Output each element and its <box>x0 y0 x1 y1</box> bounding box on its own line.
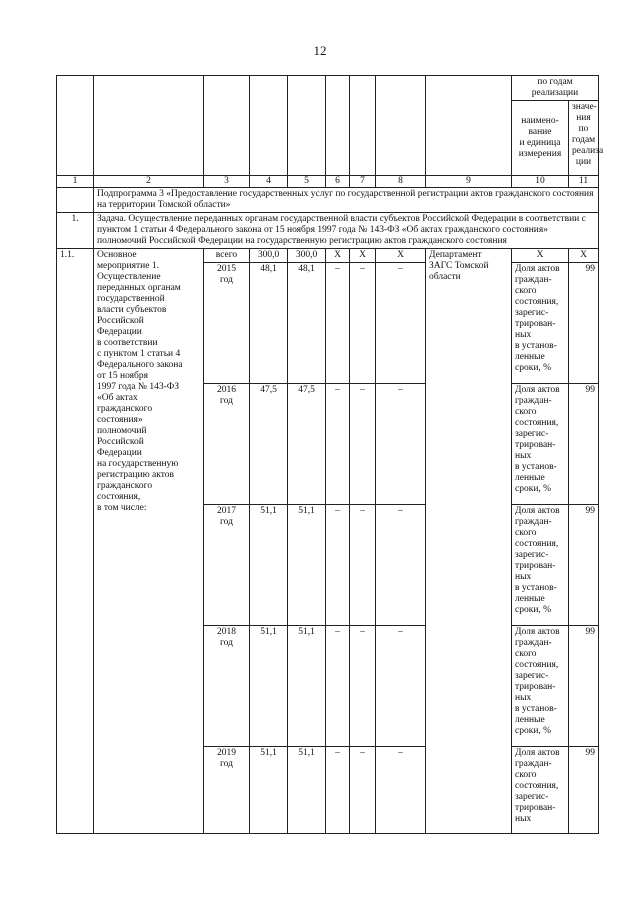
year-value: 99 <box>569 626 599 747</box>
column-number: 8 <box>376 176 426 188</box>
column-numbers-row <box>57 176 599 188</box>
year-col6: – <box>326 505 350 626</box>
executor: Департамент ЗАГС Томской области <box>426 249 512 834</box>
header-by-years: по годам реализации <box>512 76 599 101</box>
total-col11: Х <box>569 249 599 263</box>
year-col5: 51,1 <box>288 626 326 747</box>
year-col8: – <box>376 505 426 626</box>
year-col7: – <box>350 505 376 626</box>
total-col8: Х <box>376 249 426 263</box>
year-col6: – <box>326 384 350 505</box>
column-number: 5 <box>288 176 326 188</box>
year-label: 2018 год <box>204 626 250 747</box>
year-indicator: Доля актов граждан- ского состояния, зарегис- трирован- ных в установ- ленные сроки, % <box>512 384 569 505</box>
task-number: 1. <box>57 213 94 249</box>
year-label: 2019 год <box>204 747 250 834</box>
year-value: 99 <box>569 505 599 626</box>
program-table <box>56 75 604 834</box>
year-value: 99 <box>569 263 599 384</box>
year-col5: 47,5 <box>288 384 326 505</box>
activity-number: 1.1. <box>57 249 94 834</box>
total-col6: Х <box>326 249 350 263</box>
column-number: 10 <box>512 176 569 188</box>
year-col8: – <box>376 384 426 505</box>
year-col5: 51,1 <box>288 747 326 834</box>
year-col7: – <box>350 263 376 384</box>
year-col8: – <box>376 747 426 834</box>
year-indicator: Доля актов граждан- ского состояния, зарегис- трирован- ных в установ- ленные сроки, % <box>512 263 569 384</box>
year-col6: – <box>326 263 350 384</box>
total-col10: Х <box>512 249 569 263</box>
column-number: 4 <box>250 176 288 188</box>
task-text: Задача. Осуществление переданных органам государственной власти субъектов Российской Федерации в соответствии с пунктом 1 статьи 4 Федерального закона от 15 ноября 1997 года № 143-ФЗ «Об актах гражданского состояния» полномочий Российской Федерации на государственную регистрацию актов гражданского состояния <box>94 213 599 249</box>
year-indicator: Доля актов граждан- ского состояния, зарегис- трирован- ных в установ- ленные сроки, % <box>512 505 569 626</box>
year-col4: 48,1 <box>250 263 288 384</box>
year-label: 2016 год <box>204 384 250 505</box>
subprogram-row <box>57 188 599 213</box>
year-col5: 48,1 <box>288 263 326 384</box>
year-col4: 51,1 <box>250 505 288 626</box>
year-col4: 47,5 <box>250 384 288 505</box>
column-number: 1 <box>57 176 94 188</box>
year-value: 99 <box>569 384 599 505</box>
header-row-top <box>57 76 599 101</box>
page-number: 12 <box>313 43 327 58</box>
column-number: 2 <box>94 176 204 188</box>
subprogram-title: Подпрограмма 3 «Предоставление государственных услуг по государственной регистрации актов гражданского состояния на территории Томской области» <box>94 188 599 213</box>
column-number: 3 <box>204 176 250 188</box>
total-col4: 300,0 <box>250 249 288 263</box>
year-col6: – <box>326 626 350 747</box>
column-number: 7 <box>350 176 376 188</box>
task-row <box>57 213 599 249</box>
header-indicator-name: наимено- вание и единица измерения <box>512 101 569 176</box>
year-col8: – <box>376 263 426 384</box>
total-col5: 300,0 <box>288 249 326 263</box>
year-col7: – <box>350 626 376 747</box>
year-col7: – <box>350 384 376 505</box>
header-indicator-values: значе- ния по годам реализа ции <box>569 101 599 176</box>
year-col8: – <box>376 626 426 747</box>
year-col4: 51,1 <box>250 626 288 747</box>
year-col4: 51,1 <box>250 747 288 834</box>
year-col5: 51,1 <box>288 505 326 626</box>
total-col7: Х <box>350 249 376 263</box>
year-label: 2015 год <box>204 263 250 384</box>
year-indicator: Доля актов граждан- ского состояния, зарегис- трирован- ных в установ- ленные сроки, % <box>512 626 569 747</box>
year-indicator: Доля актов граждан- ского состояния, зарегис- трирован- ных <box>512 747 569 834</box>
activity-total-row <box>57 249 599 263</box>
column-number: 9 <box>426 176 512 188</box>
year-col7: – <box>350 747 376 834</box>
column-number: 11 <box>569 176 599 188</box>
year-label: 2017 год <box>204 505 250 626</box>
activity-name: Основное мероприятие 1. Осуществление переданных органам государственной власти субъектов Российской Федерации в соответствии с пунктом 1 статьи 4 Федерального закона от 15 ноября 1997 года № 143-ФЗ «Об актах гражданского состояния» полномочий Российской Федерации на государственную регистрацию актов гражданского состояния, в том числе: <box>94 249 204 834</box>
year-value: 99 <box>569 747 599 834</box>
column-number: 6 <box>326 176 350 188</box>
year-col6: – <box>326 747 350 834</box>
total-label: всего <box>204 249 250 263</box>
